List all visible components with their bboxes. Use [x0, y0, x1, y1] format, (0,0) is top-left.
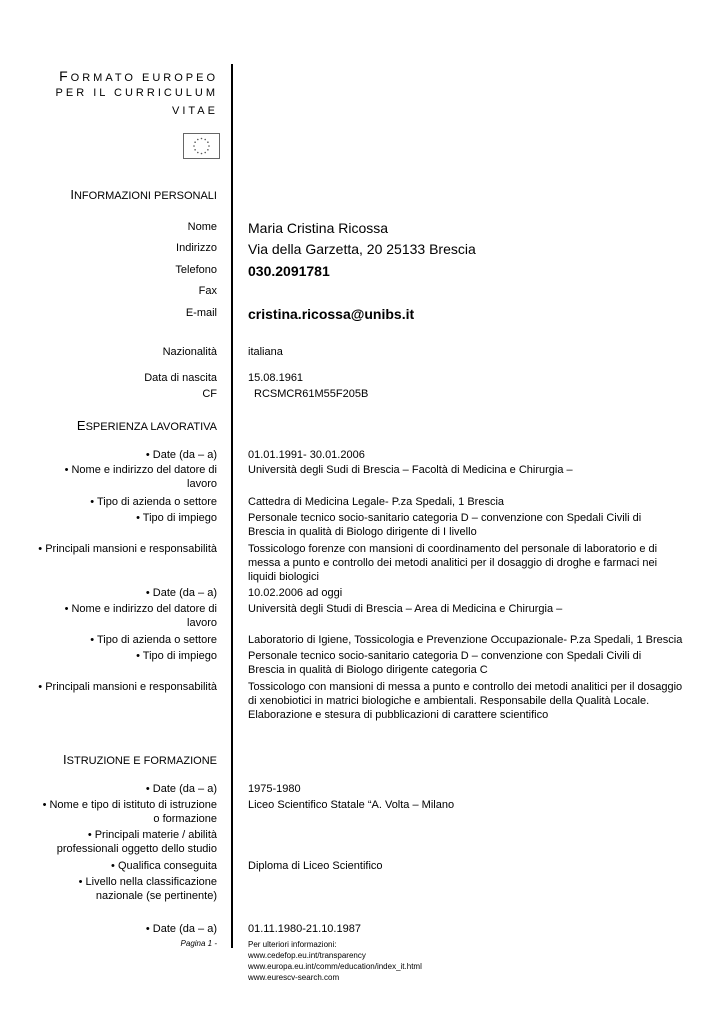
- nome-label: Nome: [187, 221, 217, 233]
- edu1-qualification: Diploma di Liceo Scientifico: [248, 860, 383, 872]
- job1-employment: Personale tecnico socio-sanitario categoria D – convenzione con Spedali Civili di Brescia in qualità di Biologo dirigente di I livello: [248, 512, 642, 538]
- job-employer-label: • Nome e indirizzo del datore di lavoro: [64, 464, 217, 490]
- cv-title-line1: FORMATO EUROPEO: [59, 68, 218, 84]
- job-employment-label: • Tipo di impiego: [136, 512, 217, 524]
- job-sector-label: • Tipo di azienda o settore: [90, 634, 217, 646]
- eu-flag-logo: [183, 133, 220, 159]
- cv-title-line2: PER IL CURRICULUM: [55, 87, 218, 99]
- job2-date: 10.02.2006 ad oggi: [248, 587, 343, 599]
- footer-info: [248, 939, 422, 983]
- cf-value: RCSMCR61M55F205B: [254, 388, 369, 400]
- nascita-label: Data di nascita: [144, 372, 217, 384]
- job2-employment: Personale tecnico socio-sanitario categoria D – convenzione con Spedali Civili di Brescia in qualità di Biologo dirigente categoria C: [248, 650, 642, 676]
- job1-employer: Università degli Sudi di Brescia – Facoltà di Medicina e Chirurgia –: [248, 464, 573, 476]
- page-number: Pagina 1 -: [180, 939, 217, 948]
- indirizzo-label: Indirizzo: [176, 242, 217, 254]
- nazionalita-label: Nazionalità: [162, 346, 217, 358]
- footer-link-eurescv[interactable]: www.eurescv-search.com: [248, 973, 340, 982]
- job-duties-label: • Principali mansioni e responsabilità: [38, 543, 217, 555]
- indirizzo-value: Via della Garzetta, 20 25133 Brescia: [248, 241, 476, 257]
- job-date-label: • Date (da – a): [145, 449, 217, 461]
- edu2-date: 01.11.1980-21.10.1987: [248, 923, 361, 935]
- cv-title-line3: VITAE: [172, 105, 218, 117]
- footer-link-europa[interactable]: www.europa.eu.int/comm/education/index_it.html: [248, 962, 422, 971]
- email-value: cristina.ricossa@unibs.it: [248, 306, 415, 322]
- section-heading-personal: INFORMAZIONI PERSONALI: [70, 187, 217, 202]
- job-duties-label: • Principali mansioni e responsabilità: [38, 681, 217, 693]
- job1-duties: Tossicologo forenze con mansioni di coordinamento del personale di laboratorio e di messa a punto e controllo dei metodi analitici per il dosaggio di droghe e farmaci nei liquidi biologici: [248, 543, 658, 583]
- edu1-institute: Liceo Scientifico Statale “A. Volta – Milano: [248, 799, 455, 811]
- footer-info-line: Per ulteriori informazioni:: [248, 940, 337, 949]
- job-sector-label: • Tipo di azienda o settore: [90, 496, 217, 508]
- job2-employer: Università degli Studi di Brescia – Area di Medicina e Chirurgia –: [248, 603, 563, 615]
- edu-date-label: • Date (da – a): [145, 923, 217, 935]
- cf-label: CF: [202, 388, 217, 400]
- vertical-divider: [231, 64, 233, 948]
- footer-link-cedefop[interactable]: www.cedefop.eu.int/transparency: [248, 951, 366, 960]
- section-heading-experience: ESPERIENZA LAVORATIVA: [76, 418, 217, 433]
- nome-value: Maria Cristina Ricossa: [248, 220, 389, 236]
- job-employment-label: • Tipo di impiego: [136, 650, 217, 662]
- job-employer-label: • Nome e indirizzo del datore di lavoro: [64, 603, 217, 629]
- job1-sector: Cattedra di Medicina Legale- P.za Spedali, 1 Brescia: [248, 496, 505, 508]
- edu-level-label: • Livello nella classificazione nazionale (se pertinente): [78, 876, 217, 902]
- edu-institute-label: • Nome e tipo di istituto di istruzione o formazione: [42, 799, 217, 825]
- telefono-label: Telefono: [175, 264, 217, 276]
- nazionalita-value: italiana: [248, 346, 283, 358]
- section-heading-education: ISTRUZIONE E FORMAZIONE: [63, 752, 217, 767]
- job2-sector: Laboratorio di Igiene, Tossicologia e Prevenzione Occupazionale- P.za Spedali, 1 Brescia: [248, 634, 683, 646]
- nascita-value: 15.08.1961: [248, 372, 304, 384]
- telefono-value: 030.2091781: [248, 263, 330, 279]
- job2-duties: Tossicologo con mansioni di messa a punto e controllo dei metodi analitici per il dosaggio di xenobiotici in matrici biologiche e ambientali. Responsabile della Qualità Locale. Elaborazione e stesura di pubblicazioni di carattere scientifico: [248, 681, 683, 721]
- edu-date-label: • Date (da – a): [145, 783, 217, 795]
- eu-stars-icon: [184, 134, 219, 158]
- job1-date: 01.01.1991- 30.01.2006: [248, 449, 365, 461]
- edu-qualification-label: • Qualifica conseguita: [111, 860, 217, 872]
- job-date-label: • Date (da – a): [145, 587, 217, 599]
- edu-subjects-label: • Principali materie / abilità professionali oggetto dello studio: [56, 829, 217, 855]
- fax-label: Fax: [198, 285, 217, 297]
- email-label: E-mail: [185, 307, 217, 319]
- edu1-date: 1975-1980: [248, 783, 301, 795]
